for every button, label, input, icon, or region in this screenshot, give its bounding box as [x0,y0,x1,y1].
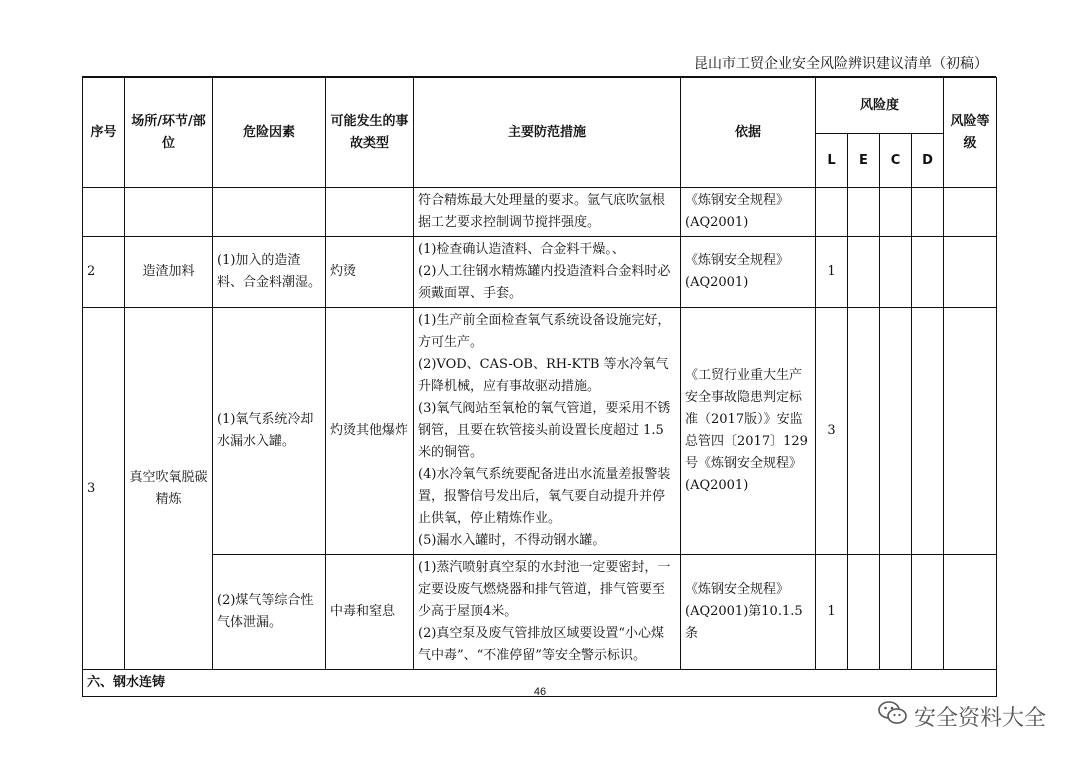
header-location: 场所/环节/部位 [125,78,213,188]
header-measures: 主要防范措施 [414,78,681,188]
seq-cell: 3 [83,308,125,670]
risk-table [82,77,997,697]
table-row-3b [83,555,997,670]
table-row-2 [83,237,997,308]
measures-cell: (1)生产前全面检查氧气系统设备设施完好，方可生产。 (2)VOD、CAS-OB、RH-KTB 等水冷氧气升降机械，应有事故驱动措施。 (3)氧气阀站至氧枪的氧气管道，要采用不锈钢管，且要在软管接头前设置长度超过 1.5 米的铜管。 (4)水冷氧气系统要配备进出水流量差报警装置，报警信号发出后，氧气要自动提升并停止供氧，停止精炼作业。 (5)漏水入罐时，不得动钢水罐。 [414,308,681,555]
l-value-cell: 3 [816,308,848,555]
page-number: 46 [533,686,547,698]
basis-cell: 《炼钢安全规程》(AQ2001) [681,188,816,237]
header-hazard: 危险因素 [213,78,326,188]
table-row-continuation [83,188,997,237]
watermark-text: 安全资料大全 [913,705,1046,731]
wechat-icon [878,700,908,732]
header-e: E [848,134,880,188]
header-seq: 序号 [83,78,125,188]
header-l: L [816,134,848,188]
header-accident-type: 可能发生的事故类型 [326,78,414,188]
header-basis: 依据 [681,78,816,188]
accident-type-cell: 中毒和窒息 [326,555,414,670]
seq-cell: 2 [83,237,125,308]
l-value-cell: 1 [816,237,848,308]
hazard-cell: (2)煤气等综合性气体泄漏。 [213,555,326,670]
header-row-1 [83,78,997,134]
l-value-cell: 1 [816,555,848,670]
header-risk-level: 风险等级 [944,78,997,188]
measures-cell: (1)检查确认造渣料、合金料干燥。、 (2)人工往钢水精炼罐内投造渣料合金料时必须戴面罩、手套。 [414,237,681,308]
basis-cell: 《工贸行业重大生产安全事故隐患判定标准（2017版）》安监总管四〔2017〕129号《炼钢安全规程》(AQ2001) [681,308,816,555]
hazard-cell: (1)加入的造渣料、合金料潮湿。 [213,237,326,308]
document-title: 昆山市工贸企业安全风险辨识建议清单（初稿） [694,56,988,72]
watermark [878,700,1046,732]
header-d: D [912,134,944,188]
measures-cell: 符合精炼最大处理量的要求。氩气底吹氩根据工艺要求控制调节搅拌强度。 [414,188,681,237]
table-row-3a [83,308,997,555]
location-cell: 真空吹氧脱碳精炼 [125,308,213,670]
basis-cell: 《炼钢安全规程》(AQ2001) [681,237,816,308]
hazard-cell: (1)氧气系统冷却水漏水入罐。 [213,308,326,555]
accident-type-cell: 灼烫其他爆炸 [326,308,414,555]
location-cell: 造渣加料 [125,237,213,308]
section-heading: 六、钢水连铸 [83,670,997,697]
header-risk-degree: 风险度 [816,78,944,134]
accident-type-cell: 灼烫 [326,237,414,308]
measures-cell: (1)蒸汽喷射真空泵的水封池一定要密封，一定要设废气燃烧器和排气管道，排气管要至少高于屋顶4米。 (2)真空泵及废气管排放区域要设置“小心煤气中毒”、“不准停留”等安全警示标识。 [414,555,681,670]
basis-cell: 《炼钢安全规程》(AQ2001)第10.1.5条 [681,555,816,670]
header-c: C [880,134,912,188]
